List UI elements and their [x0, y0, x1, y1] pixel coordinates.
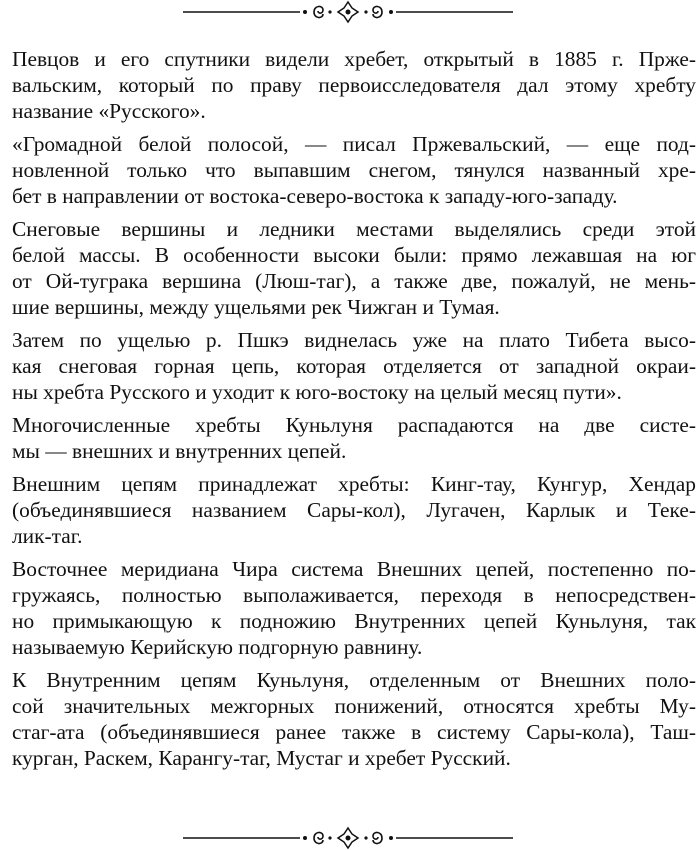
text-line: Затем по ущелью р. Пшкэ виднелась уже на плато Тибета высо- — [12, 328, 696, 352]
text-line: (объединявшиеся названием Сары-кол), Лугачен, Карлык и Теке- — [12, 498, 696, 522]
paragraph — [12, 131, 696, 209]
text-line: «Громадной белой полосой, — писал Пржевальский, — еще под- — [12, 132, 696, 156]
paragraph — [12, 46, 696, 124]
text-line: вальским, который по праву первоисследователя дал этому хребту — [12, 73, 696, 97]
text-line: Певцов и его спутники видели хребет, открытый в 1885 г. Прже- — [12, 47, 696, 71]
floral-divider-icon — [0, 826, 696, 850]
text-line: шие вершины, между ущельями рек Чижган и Тумая. — [12, 295, 500, 319]
text-line: лик-таг. — [12, 524, 83, 548]
paragraph — [12, 471, 696, 549]
text-line: Многочисленные хребты Куньлуня распадаются на две систе- — [12, 413, 696, 437]
text-line: от Ой-туграка вершина (Люш-таг), а также две, пожалуй, не мень- — [12, 269, 696, 293]
paragraph — [12, 327, 696, 405]
text-line: белой массы. В особенности высоки были: прямо лежавшая на юг — [12, 243, 696, 267]
text-line: мы — внешних и внутренних цепей. — [12, 439, 347, 463]
text-line: стаг-ата (объединявшиеся ранее также в систему Сары-кола), Таш- — [12, 720, 696, 744]
bottom-ornament — [0, 826, 696, 850]
text-line: сой значительных межгорных понижений, относятся хребты Му- — [12, 694, 696, 718]
text-line: кая снеговая горная цепь, которая отделяется от западной окраи- — [12, 354, 696, 378]
text-line: Восточнее меридиана Чира система Внешних цепей, постепенно по- — [12, 557, 696, 581]
paragraph — [12, 216, 696, 320]
floral-divider-icon — [0, 0, 696, 24]
paragraph — [12, 412, 696, 464]
text-line: называемую Керийскую подгорную равнину. — [12, 635, 423, 659]
text-line: курган, Раскем, Карангу-таг, Мустаг и хребет Русский. — [12, 746, 511, 770]
text-line: Снеговые вершины и ледники местами выделялись среди этой — [12, 217, 696, 241]
text-line: гружаясь, полностью выполаживается, переходя в непосредствен- — [12, 583, 696, 607]
article-body — [12, 46, 696, 778]
text-line: название «Русского». — [12, 99, 206, 123]
text-line: ны хребта Русского и уходит к юго-востоку на целый месяц пути». — [12, 380, 622, 404]
text-line: но примыкающую к подножию Внутренних цепей Куньлуня, так — [12, 609, 696, 633]
top-ornament — [0, 0, 696, 24]
text-line: Внешним цепям принадлежат хребты: Кинг-тау, Кунгур, Хендар — [12, 472, 696, 496]
text-line: К Внутренним цепям Куньлуня, отделенным от Внешних поло- — [12, 668, 696, 692]
paragraph — [12, 556, 696, 660]
text-line: бет в направлении от востока-северо-востока к западу-юго-западу. — [12, 184, 618, 208]
text-line: новленной только что выпавшим снегом, тянулся названный хре- — [12, 158, 696, 182]
paragraph — [12, 667, 696, 771]
